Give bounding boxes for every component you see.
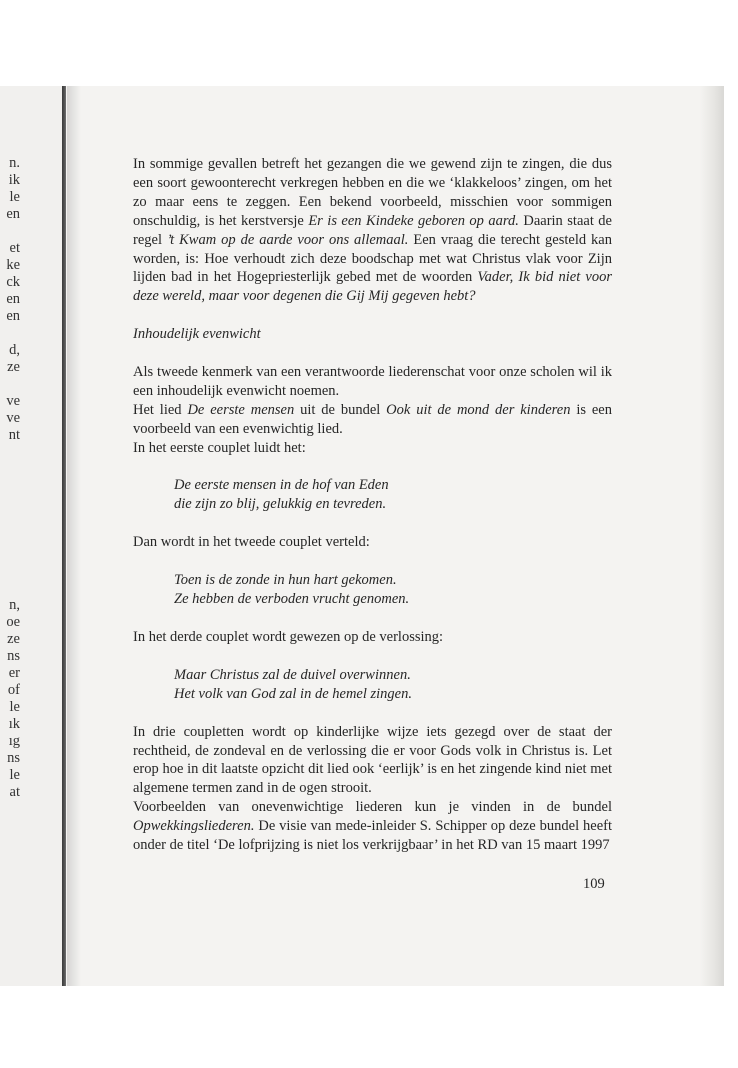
bundle-title: Ook uit de mond der kinderen: [386, 401, 571, 418]
facing-page-fragment: ve: [6, 410, 20, 426]
facing-page-fragment: at: [9, 784, 20, 800]
poem-stanza-3: [174, 666, 612, 704]
paragraph-eerste-couplet: In het eerste couplet luidt het:: [133, 439, 306, 456]
scripture-quote: Vader, Ik bid niet voor deze wereld, maar voor degenen die Gij Mij gegeven hebt?: [133, 269, 612, 305]
page-edge: [700, 86, 724, 986]
facing-page-fragment: ze: [7, 631, 20, 647]
poem-line: Toen is de zonde in hun hart gekomen.: [174, 572, 397, 589]
section-heading: Inhoudelijk evenwicht: [133, 326, 261, 343]
facing-page-fragment: ck: [6, 274, 20, 290]
facing-page-fragment: en: [6, 206, 20, 222]
facing-page-fragment: le: [9, 699, 20, 715]
paragraph-tweede-couplet: Dan wordt in het tweede couplet verteld:: [133, 534, 370, 551]
facing-page-fragment: n.: [9, 155, 20, 171]
facing-page-fragment: d,: [9, 342, 20, 358]
text-run: De visie van mede-inleider S. Schipper op deze bundel heeft onder de titel ‘De lofprijzing is niet los verkrijgbaar’ in het RD van 15 maart 1997: [133, 818, 612, 854]
facing-page-fragment: n,: [9, 597, 20, 613]
facing-page-fragment: ik: [8, 172, 20, 188]
paragraph-derde-couplet: In het derde couplet wordt gewezen op de verlossing:: [133, 628, 444, 645]
text-run: Daarin staat de regel: [133, 212, 612, 248]
text-run: Het lied: [133, 401, 188, 418]
poem-stanza-2: [174, 571, 612, 609]
paragraph-drie-coupletten: In drie coupletten wordt op kinderlijke wijze iets gezegd over de staat der rechtheid, de zondeval en de verlossing die er voor Gods volk in Christus is. Let erop hoe in dit laatste opzicht dit lied ook ‘eerlijk’ is en het zingende kind niet met algemene termen zand in de ogen strooit.: [133, 723, 612, 797]
text-run: is een voorbeeld van een evenwichtig lied.: [133, 401, 612, 437]
paragraph-gezangen: [133, 155, 612, 306]
facing-page-fragment: ık: [8, 716, 20, 732]
spine-shadow: [67, 86, 81, 986]
poem-line: De eerste mensen in de hof van Eden: [174, 477, 389, 494]
poem-line: Ze hebben de verboden vrucht genomen.: [174, 591, 410, 608]
facing-page-fragment: ve: [6, 393, 20, 409]
poem-line: Maar Christus zal de duivel overwinnen.: [174, 666, 411, 683]
facing-page-fragment: et: [9, 240, 20, 256]
facing-page-fragment: en: [6, 308, 20, 324]
page-number: 109: [583, 876, 605, 892]
facing-page-fragment: ns: [7, 750, 20, 766]
paragraph-evenwicht: Als tweede kenmerk van een verantwoorde liederenschat voor onze scholen wil ik een inhoudelijk evenwicht noemen.: [133, 363, 612, 399]
facing-page-fragment: ze: [7, 359, 20, 375]
paragraph-opwekkingsliederen: [133, 798, 612, 855]
bundle-title: Opwekkingsliederen.: [133, 818, 255, 835]
facing-page-fragment: ke: [6, 257, 20, 273]
poem-line: Het volk van God zal in de hemel zingen.: [174, 685, 412, 702]
body-text: [133, 155, 612, 855]
facing-page-fragment: oe: [6, 614, 20, 630]
song-line-quote: ’t Kwam op de aarde voor ons allemaal.: [166, 231, 409, 248]
facing-page-fragment: of: [7, 682, 20, 698]
poem-stanza-1: [174, 476, 612, 514]
song-title: Er is een Kindeke geboren op aard.: [308, 212, 519, 229]
facing-page-fragment: nt: [8, 427, 20, 443]
text-run: In sommige gevallen betreft het gezangen die we gewend zijn te zingen, die dus een soort gewoonterecht verkregen hebben en die we ‘klakkeloos’ zingen, om het zo maar eens te zeggen. Een bekend voorbeeld, misschien voor sommigen onschuldig, is het kerstversje: [133, 156, 612, 229]
song-title: De eerste mensen: [187, 401, 295, 418]
facing-page-fragment: er: [8, 665, 20, 681]
facing-page-fragment: en: [6, 291, 20, 307]
text-run: uit de bundel: [294, 401, 387, 418]
facing-page-fragment: le: [9, 189, 20, 205]
text-run: Voorbeelden van onevenwichtige liederen kun je vinden in de bundel: [133, 799, 612, 816]
facing-page-fragment: le: [9, 767, 20, 783]
paragraph-eerste-mensen: [133, 401, 612, 439]
text-run: Een vraag die terecht gesteld kan worden, is: Hoe verhoudt zich deze boodschap met wat Christus vlak voor Zijn lijden bad in het Hogepriesterlijk gebed met de woorden: [133, 231, 612, 286]
facing-page-fragment: ns: [7, 648, 20, 664]
facing-page-fragment: ıg: [8, 733, 20, 749]
poem-line: die zijn zo blij, gelukkig en tevreden.: [174, 496, 387, 513]
